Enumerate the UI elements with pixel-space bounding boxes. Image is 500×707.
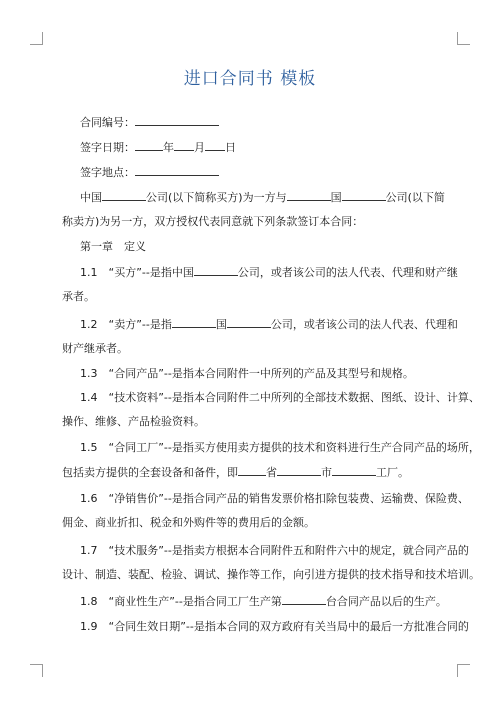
sign-date-label: 签字日期：	[80, 141, 135, 154]
clause-text: 包括卖方提供的全套设备和备件，即	[62, 466, 238, 479]
city-blank[interactable]	[277, 465, 321, 476]
day-label: 日	[225, 141, 236, 154]
contract-number-label: 合同编号：	[80, 116, 135, 129]
clause-text: 省	[266, 466, 277, 479]
factory-blank[interactable]	[332, 465, 376, 476]
clause-1-2-country-blank[interactable]	[172, 317, 216, 328]
document-title: 进口合同书 模板	[183, 69, 317, 89]
intro-line-1	[80, 190, 445, 205]
clause-1-8	[80, 594, 447, 609]
clause-1-2	[80, 317, 458, 332]
chapter-heading: 第一章 定义	[80, 240, 146, 253]
clause-text: 1.8 “商业性生产”--是指合同工厂生产第	[80, 595, 282, 608]
intro-seller-text: 公司(以下简	[385, 191, 445, 204]
clause-1-3: 1.3 “合同产品”--是指本合同附件一中所列的产品及其型号和规格。	[80, 367, 414, 380]
month-label: 月	[194, 141, 205, 154]
clause-1-1	[80, 265, 458, 280]
clause-1-7: 1.7 “技术服务”--是指卖方根据本合同附件五和附件六中的规定，就合同产品的	[80, 544, 469, 557]
clause-1-6: 1.6 “净销售价”--是指合同产品的销售发票价格扣除包装费、运输费、保险费、	[80, 492, 469, 505]
clause-text: 公司，或者该公司的法人代表、代理和财产继	[237, 266, 458, 279]
clause-1-8-blank[interactable]	[282, 594, 326, 605]
year-blank[interactable]	[135, 140, 163, 151]
buyer-company-blank[interactable]	[102, 190, 146, 201]
crop-mark-bottom-right	[457, 664, 470, 677]
sign-place-line	[80, 165, 442, 180]
clause-text: 1.1 “买方”--是指中国	[80, 266, 194, 279]
clause-text: 1.2 “卖方”--是指	[80, 318, 172, 331]
clause-1-2-company-blank[interactable]	[227, 317, 271, 328]
clause-1-9: 1.9 “合同生效日期”--是指本合同的双方政府有关当局中的最后一方批准合同的	[80, 620, 469, 633]
clause-text: 台合同产品以后的生产。	[325, 595, 447, 608]
seller-company-blank[interactable]	[342, 190, 386, 201]
clause-1-2-cont: 财产继承者。	[62, 342, 128, 355]
seller-country-blank[interactable]	[287, 190, 331, 201]
intro-country: 国	[330, 191, 342, 204]
clause-1-7-cont: 设计、制造、装配、检验、调试、操作等工作，向引进方提供的技术指导和技术培训。	[62, 568, 480, 581]
sign-place-blank[interactable]	[135, 165, 219, 176]
clause-1-5-cont	[62, 465, 424, 480]
day-blank[interactable]	[205, 140, 225, 151]
contract-number-blank[interactable]	[135, 115, 219, 126]
clause-1-4-cont: 操作、维修、产品检验资料。	[62, 415, 205, 428]
intro-buyer-text: 公司(以下简称买方)为一方与	[146, 191, 287, 204]
sign-date-line	[80, 140, 442, 155]
clause-1-5: 1.5 “合同工厂”--是指买方使用卖方提供的技术和资料进行生产合同产品的场所，	[80, 441, 480, 454]
clause-text: 市	[321, 466, 332, 479]
clause-1-6-cont: 佣金、商业折扣、税金和外购件等的费用后的金额。	[62, 516, 315, 529]
clause-1-1-cont: 承者。	[62, 290, 95, 303]
clause-1-4: 1.4 “技术资料”--是指本合同附件二中所列的全部技术数据、图纸、设计、计算、	[80, 391, 480, 404]
crop-mark-top-right	[457, 32, 470, 45]
intro-line-2: 称卖方)为另一方，双方授权代表同意就下列条款签订本合同：	[62, 215, 364, 228]
clause-text: 工厂。	[376, 466, 409, 479]
province-blank[interactable]	[238, 465, 266, 476]
clause-1-1-blank[interactable]	[194, 265, 238, 276]
sign-place-label: 签字地点：	[80, 166, 135, 179]
intro-china: 中国	[80, 191, 102, 204]
clause-text: 公司，或者该公司的法人代表、代理和	[270, 318, 458, 331]
contract-number-line	[80, 115, 442, 130]
crop-mark-bottom-left	[30, 664, 43, 677]
year-label: 年	[163, 141, 174, 154]
crop-mark-top-left	[30, 32, 43, 45]
month-blank[interactable]	[174, 140, 194, 151]
clause-text: 国	[215, 318, 227, 331]
